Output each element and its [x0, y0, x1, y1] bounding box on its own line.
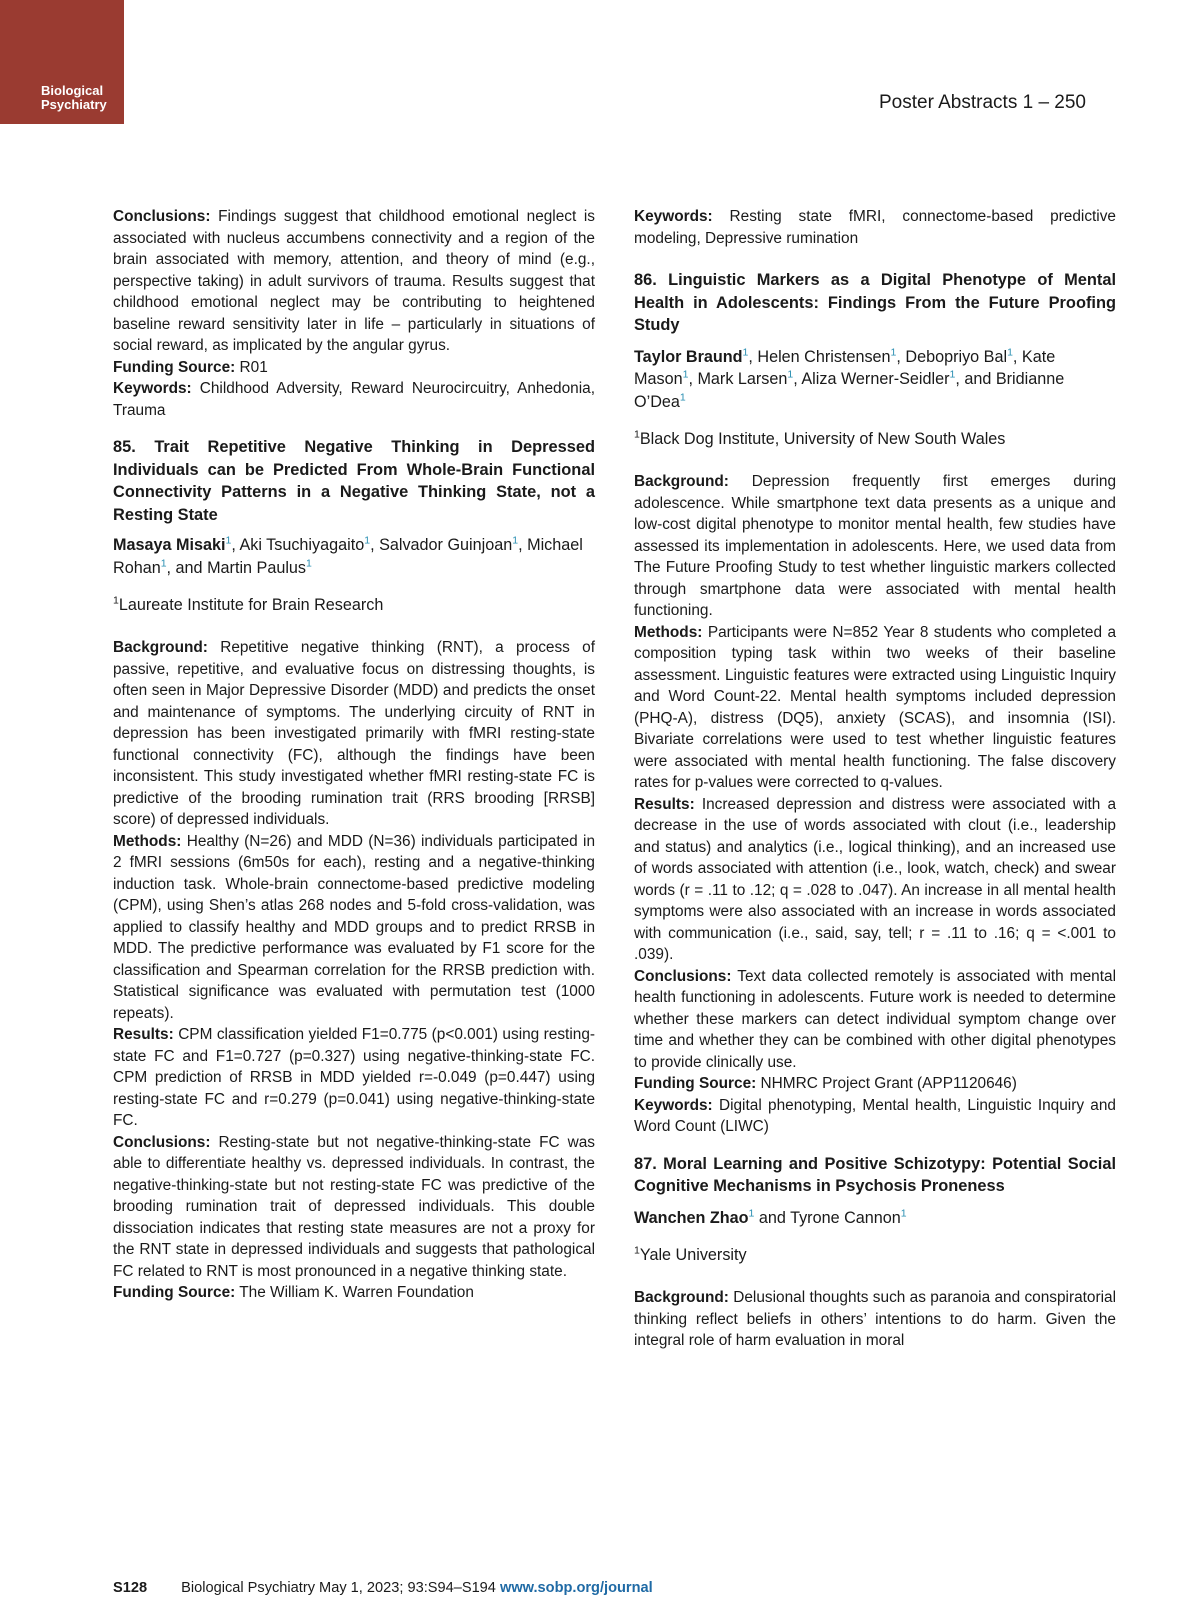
abstract-85-methods — [113, 831, 595, 1025]
section-label: Conclusions: — [634, 967, 732, 985]
section-text: Findings suggest that childhood emotional neglect is associated with nucleus accumbens connectivity and a region of the brain associated with memory, attention, and theory of mind (e.g., perspective taking) in adult survivors of trauma. Results suggest that childhood emotional neglect may be contributing to heightened baseline reward sensitivity later in life – particularly in situations of social reward, as implicated by the angular gyrus. — [113, 208, 596, 354]
section-text: Delusional thoughts such as paranoia and conspiratorial thinking reflect beliefs in others’ intentions to do harm. Given the integral role of harm evaluation in moral — [634, 1289, 1116, 1349]
journal-logo — [0, 0, 124, 124]
page-number: S128 — [113, 1580, 148, 1596]
author-name: Bridianne O’Dea — [634, 370, 1065, 411]
abstract-85-title: 85. Trait Repetitive Negative Thinking in Depressed Individuals can be Predicted From Whole-Brain Functional Connectivity Patterns in a Negative Thinking State, not a Resting State — [113, 438, 595, 524]
author-name: Aliza Werner-Seidler — [801, 370, 950, 388]
logo-line-1: Biological — [41, 83, 104, 98]
abstract-86-conclusions — [634, 966, 1116, 1074]
section-label: Background: — [634, 1289, 729, 1306]
section-label: Results: — [113, 1026, 174, 1043]
affiliation-sup: 1 — [900, 1207, 907, 1220]
affiliation-sup: 1 — [787, 368, 794, 381]
journal-logo-text — [41, 84, 107, 112]
author-name: Mark Larsen — [697, 370, 788, 388]
author-name: Kate Mason — [634, 347, 1056, 388]
logo-line-2: Psychiatry — [41, 97, 107, 112]
affiliation-number: 1 — [634, 1244, 640, 1257]
affiliation-sup: 1 — [1007, 346, 1013, 359]
section-text: NHMRC Project Grant (APP1120646) — [760, 1075, 1017, 1092]
section-text: Increased depression and distress were associated with a decrease in the use of words associated with clout (i.e., leadership and status) and analytics (i.e., logical thinking), and an increased use of words associated with attention (i.e., look, watch, check) and swear words (r = .11 to .12; q = .028 to .047). An increase in all mental health symptoms were also associated with an increase in words associated with communication (i.e., said, say, tell; r = .11 to .16; q = <.001 to .039). — [634, 795, 1116, 963]
section-label: Conclusions: — [113, 208, 211, 225]
abstract-85-background — [113, 637, 595, 831]
abstract-86-results — [634, 794, 1116, 966]
journal-url-link[interactable]: www.sobp.org/journal — [499, 1580, 653, 1596]
section-text: Resting-state but not negative-thinking-state FC was able to differentiate healthy vs. depressed individuals. In contrast, the negative-thinking-state but not resting-state FC was predictive of the brooding rumination trait of depressed individuals. This double dissociation indicates that resting state measures are not a proxy for the RNT state in depressed individuals and suggests that pathological FC related to RNT is most pronounced in a negative thinking state. — [113, 1133, 595, 1280]
section-text: Participants were N=852 Year 8 students who completed a composition typing task within two weeks of their baseline assessment. Linguistic features were extracted using Linguistic Inquiry and Word Count-22. Mental health symptoms included depression (PHQ-A), distress (DQ5), anxiety (SCAS), and insomnia (ISI). Bivariate correlations were used to test whether linguistic features were associated with mental health functioning. The false discovery rates for p-values were corrected to q-values. — [634, 623, 1117, 791]
affiliation-sup: 1 — [225, 534, 232, 547]
author-name: Masaya Misaki — [113, 536, 226, 554]
affiliation-text: Black Dog Institute, University of New South Wales — [639, 430, 1006, 448]
abstract-86-keywords — [634, 1095, 1116, 1138]
section-text: Childhood Adversity, Reward Neurocircuitry, Anhedonia, Trauma — [113, 380, 595, 419]
abstract-85-conclusions — [113, 1132, 595, 1283]
abstract-85-funding — [113, 1282, 595, 1304]
section-label: Results: — [634, 795, 695, 813]
section-text: Resting state fMRI, connectome-based predictive modeling, Depressive rumination — [634, 208, 1116, 247]
author-conjunction: and — [175, 558, 203, 577]
abstract-86-authors: Taylor Braund$^1$, Helen Christensen$^1$, Debopriyo Bal$^1$, Kate Mason$^1$, Mark Larsen$^1$, Aliza Werner-Seidler$^1$, and Bridianne O’Dea$^1$ — [634, 346, 1065, 411]
section-text: Digital phenotyping, Mental health, Linguistic Inquiry and Word Count (LIWC) — [634, 1096, 1116, 1135]
prev-keywords — [113, 378, 595, 421]
section-label: Methods: — [634, 623, 703, 641]
abstract-85-authors: Masaya Misaki$^1$, Aki Tsuchiyagaito$^1$, Salvador Guinjoan$^1$, Michael Rohan$^1$, and Martin Paulus$^1$ — [113, 534, 583, 577]
prev-keywords-right — [634, 206, 1116, 249]
affiliation-sup: 1 — [160, 557, 167, 570]
section-label: Background: — [634, 473, 729, 490]
section-text: Repetitive negative thinking (RNT), a process of passive, repetitive, and evaluative focus on distressing thoughts, is often seen in Major Depressive Disorder (MDD) and predicts the onset and maintenance of symptoms. The underlying circuity of RNT in depression has been investigated primarily with fMRI resting-state functional connectivity (FC), although the findings have been inconsistent. This study investigated whether fMRI resting-state FC is predictive of the brooding rumination trait (RRS brooding [RRSB] score) of depressed individuals. — [113, 639, 595, 828]
affiliation-sup: 1 — [890, 346, 897, 359]
affiliation-sup: 1 — [512, 534, 519, 547]
affiliation-number: 1 — [113, 594, 119, 607]
abstract-87-affiliation — [634, 1244, 1116, 1266]
affiliation-sup: 1 — [679, 391, 686, 404]
affiliation-text: Laureate Institute for Brain Research — [118, 596, 384, 614]
section-label: Methods: — [113, 832, 182, 850]
section-label: Background: — [113, 639, 208, 656]
section-text: Depression frequently first emerges during adolescence. While smartphone text data presents as a unique and low-cost digital phenotype to monitor mental health, few studies have assessed its implementation in adolescents. Here, we used data from The Future Proofing Study to test whether linguistic markers collected through smartphone data were associated with mental health functioning. — [634, 473, 1116, 619]
section-label: Keywords: — [634, 1096, 713, 1114]
affiliation-sup: 1 — [742, 346, 749, 359]
abstract-87-title: 87. Moral Learning and Positive Schizotypy: Potential Social Cognitive Mechanisms in Psychosis Proneness — [634, 1154, 1116, 1195]
abstract-86-background — [634, 471, 1116, 622]
section-text: Text data collected remotely is associated with mental health functioning in adolescents. Future work is needed to determine whether these markers can detect individual symptom change over time and whether they can be combined with other digital phenotypes to provide clinically use. — [634, 967, 1116, 1071]
affiliation-sup: 1 — [949, 368, 956, 381]
section-label: Funding Source: — [113, 1284, 236, 1301]
running-head: Poster Abstracts 1 – 250 — [878, 92, 1086, 113]
left-column — [113, 206, 595, 1304]
section-text: R01 — [239, 358, 268, 376]
author-name: Michael Rohan — [113, 536, 583, 577]
abstract-85-affiliation — [113, 594, 595, 616]
section-label: Keywords: — [634, 208, 713, 225]
right-column — [634, 206, 1116, 1352]
affiliation-sup: 1 — [364, 534, 371, 547]
author-name: Aki Tsuchiyagaito — [239, 536, 365, 554]
section-text: The William K. Warren Foundation — [239, 1284, 474, 1301]
abstract-85-results — [113, 1024, 595, 1132]
abstract-86-affiliation — [634, 428, 1116, 450]
author-name: Taylor Braund — [634, 347, 743, 366]
author-name: Salvador Guinjoan — [379, 536, 513, 554]
affiliation-text: Yale University — [639, 1246, 747, 1264]
section-label: Funding Source: — [634, 1075, 757, 1092]
author-conjunction: and — [758, 1208, 786, 1227]
journal-citation: Biological Psychiatry May 1, 2023; 93:S94–S194 — [181, 1580, 496, 1596]
abstract-86-funding — [634, 1073, 1116, 1095]
affiliation-sup: 1 — [748, 1207, 755, 1220]
author-name: Martin Paulus — [207, 558, 307, 577]
author-name: Debopriyo Bal — [905, 347, 1008, 366]
affiliation-sup: 1 — [306, 557, 312, 570]
author-conjunction: and — [964, 370, 992, 388]
abstract-87-authors — [634, 1207, 1116, 1230]
section-label: Funding Source: — [113, 358, 236, 376]
section-label: Conclusions: — [113, 1133, 211, 1151]
section-label: Keywords: — [113, 380, 192, 397]
prev-conclusions — [113, 206, 595, 357]
author-name: Helen Christensen — [757, 347, 891, 366]
abstract-86-title: 86. Linguistic Markers as a Digital Phenotype of Mental Health in Adolescents: Findings From the Future Proofing Study — [634, 271, 1116, 334]
author-name: Tyrone Cannon — [790, 1208, 901, 1227]
prev-funding — [113, 357, 595, 379]
affiliation-sup: 1 — [682, 368, 689, 381]
author-name: Wanchen Zhao — [634, 1208, 749, 1227]
abstract-87-background — [634, 1287, 1116, 1352]
page-footer — [113, 1580, 653, 1596]
section-text: CPM classification yielded F1=0.775 (p<0.001) using resting-state FC and F1=0.727 (p=0.327) using negative-thinking-state FC. CPM prediction of RRSB in MDD yielded r=-0.049 (p=0.447) using resting-state FC and r=0.279 (p=0.041) using negative-thinking-state FC. — [113, 1026, 595, 1129]
section-text: Healthy (N=26) and MDD (N=36) individuals participated in 2 fMRI sessions (6m50s for each), resting and a negative-thinking induction task. Whole-brain connectome-based predictive modeling (CPM), using Shen’s atlas 268 nodes and 5-fold cross-validation, was applied to classify healthy and MDD groups and to predict RRSB in MDD. The predictive performance was evaluated by F1 score for the classification and Spearman correlation for the RRSB prediction with. Statistical significance was evaluated with permutation test (1000 repeats). — [113, 832, 595, 1022]
abstract-86-methods — [634, 622, 1116, 794]
affiliation-number: 1 — [634, 428, 640, 441]
